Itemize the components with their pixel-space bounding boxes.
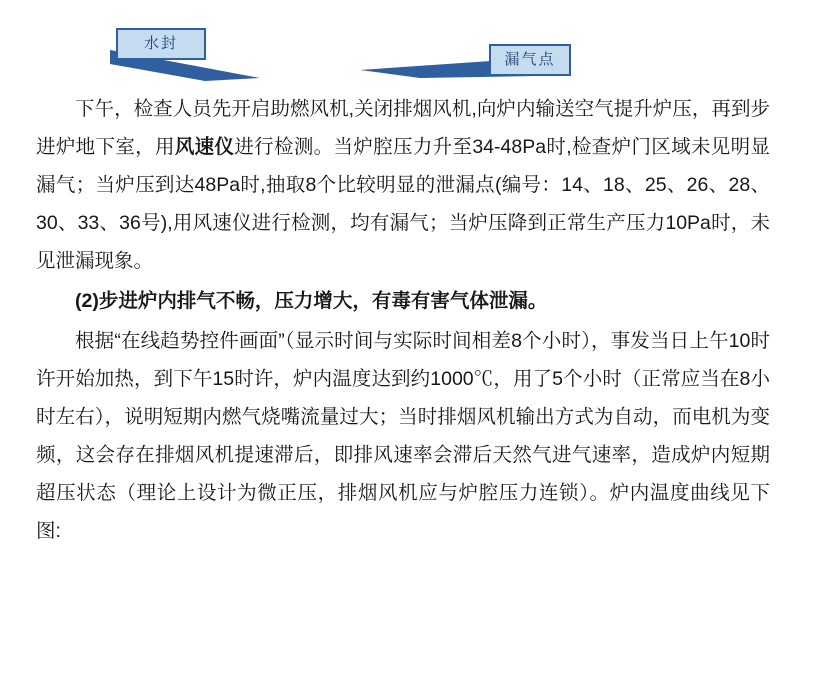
paragraph-heading-item-2	[36, 282, 770, 320]
paragraph-temperature-curve	[36, 322, 770, 550]
paragraph-inspection-detection	[36, 90, 770, 280]
text-run: 根据“在线趋势控件画面”（显示时间与实际时间相差8个小时），事发当日上午10时许开始加热，到下午15时许，炉内温度达到约1000℃，用了5个小时（正常应当在8小时左右），说明短期内燃气烧嘴流量过大；当时排烟风机输出方式为自动，而电机为变频，这会存在排烟风机提速滞后，即排风速率会滞后天然气进气速率，造成炉内短期超压状态（理论上设计为微正压，排烟风机应与炉腔压力连锁）。炉内温度曲线见下图:	[36, 330, 770, 542]
callout-leak-point	[489, 44, 571, 76]
callout-leak-point-label: 漏气点	[504, 51, 556, 68]
figure-callout-area	[0, 0, 814, 90]
text-run: 进行检测。当炉腔压力升至34-48Pa时,检查炉门区域未见明显漏气；当炉压到达48Pa时,抽取8个比较明显的泄漏点(编号：14、18、25、26、28、30、33、36号),用风速仪进行检测，均有漏气；当炉压降到正常生产压力10Pa时，未见泄漏现象。	[36, 136, 770, 272]
callout-water-seal	[116, 28, 206, 60]
callout-water-seal-label: 水封	[143, 35, 178, 52]
text-run-bold-anemometer: 风速仪	[174, 136, 235, 158]
document-body	[0, 90, 814, 552]
text-run: (2)步进炉内排气不畅，压力增大，有毒有害气体泄漏。	[75, 290, 548, 312]
text-run: 下午，检查人员先开启助燃风机,关闭排烟风机,向炉内输送空气提升炉压，再到步进炉地下室，用	[36, 98, 770, 158]
